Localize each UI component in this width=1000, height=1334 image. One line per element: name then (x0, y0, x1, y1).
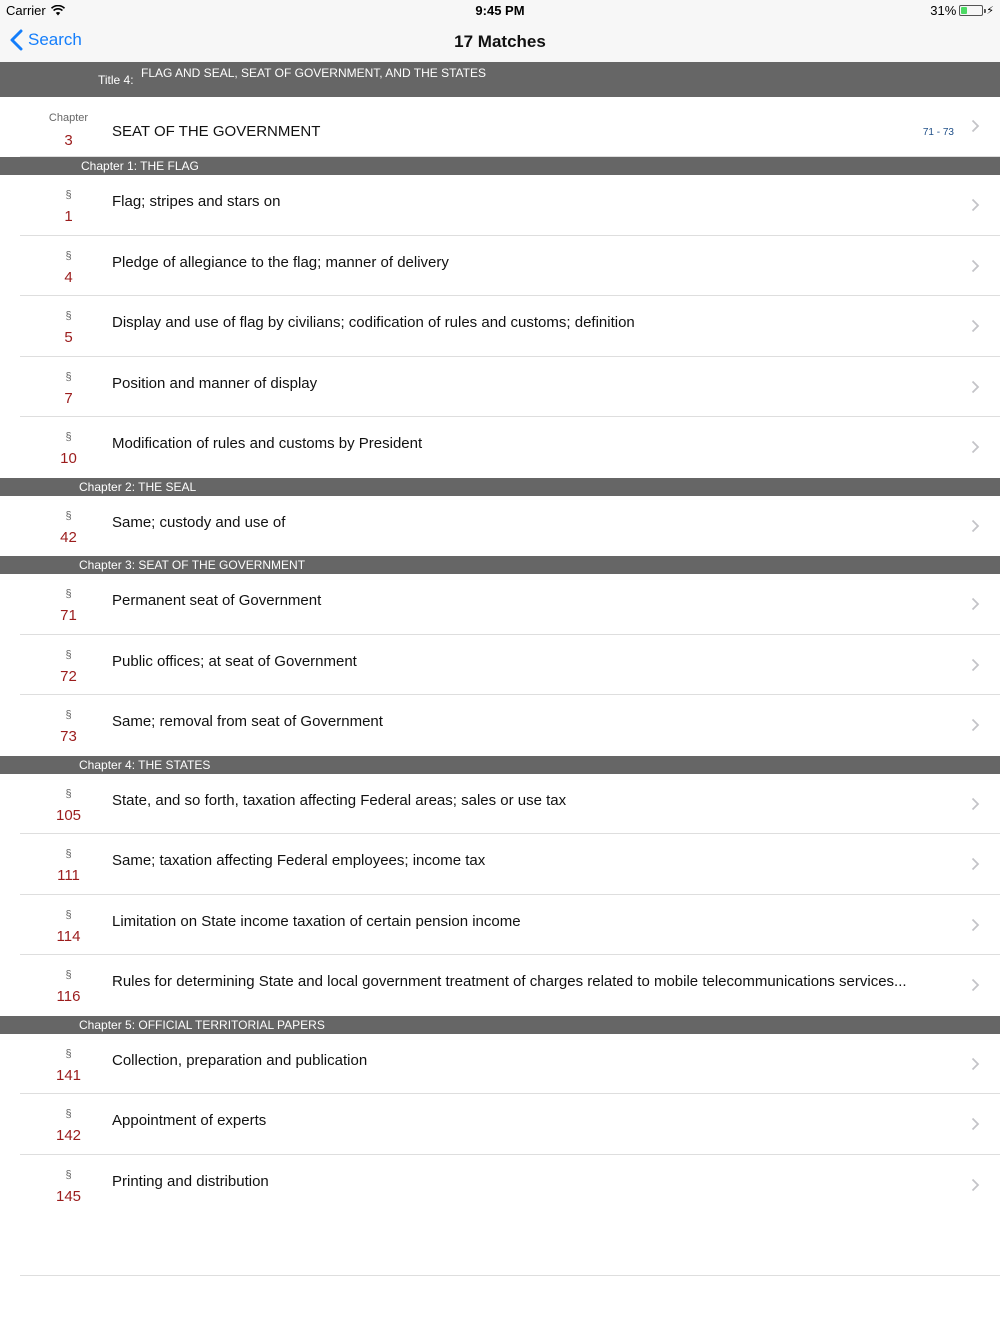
chapter-section-title: Chapter 4: THE STATES (79, 757, 211, 772)
section-row[interactable] (0, 1155, 1000, 1216)
chevron-right-icon (971, 718, 980, 732)
chapter-number: 3 (64, 132, 73, 149)
section-title: Same; removal from seat of Government (112, 713, 383, 730)
section-row[interactable] (0, 417, 1000, 478)
section-number: 1 (64, 208, 73, 225)
section-row[interactable] (0, 695, 1000, 756)
section-number: 7 (64, 389, 73, 407)
carrier-label: Carrier (6, 3, 46, 18)
section-title: Display and use of flag by civilians; codification of rules and customs; definition (112, 314, 635, 331)
section-symbol: § (65, 189, 72, 201)
results-list (0, 62, 1000, 1276)
chapter-title: SEAT OF THE GOVERNMENT (112, 123, 321, 140)
section-symbol: § (65, 709, 72, 721)
section-number: 145 (55, 1187, 82, 1205)
section-symbol: § (65, 249, 72, 262)
section-number: 4 (64, 268, 73, 286)
chapter-section-title: Chapter 3: SEAT OF THE GOVERNMENT (79, 558, 306, 572)
section-row[interactable] (0, 1034, 1000, 1095)
section-number: 72 (60, 667, 77, 685)
title-header (0, 62, 1000, 97)
section-title: Same; taxation affecting Federal employees; income tax (112, 852, 486, 869)
section-row[interactable] (0, 357, 1000, 418)
section-symbol: § (65, 588, 72, 600)
title-prefix: Title 4: (98, 73, 134, 87)
clock: 9:45 PM (475, 3, 525, 18)
section-symbol: § (65, 509, 72, 522)
section-symbol: § (65, 648, 72, 661)
section-title: Position and manner of display (112, 374, 318, 392)
chevron-right-icon (971, 519, 980, 533)
section-row[interactable] (0, 635, 1000, 696)
section-row[interactable] (0, 574, 1000, 635)
chevron-right-icon (971, 857, 980, 871)
section-title: Flag; stripes and stars on (112, 193, 281, 210)
section-symbol: § (65, 310, 72, 322)
status-bar (0, 0, 1000, 22)
chevron-right-icon (971, 597, 980, 611)
section-number: 116 (56, 988, 81, 1005)
section-title: Permanent seat of Government (112, 592, 322, 609)
chevron-right-icon (971, 1057, 980, 1071)
chevron-right-icon (971, 319, 980, 333)
section-title: Public offices; at seat of Government (112, 652, 357, 670)
chevron-right-icon (971, 259, 980, 273)
section-row[interactable] (0, 955, 1000, 1016)
section-title: Same; custody and use of (112, 513, 286, 531)
battery-icon (959, 5, 983, 16)
page-title: 17 Matches (454, 32, 546, 51)
section-symbol: § (65, 787, 72, 800)
section-row[interactable] (0, 834, 1000, 895)
section-title: Modification of rules and customs by President (112, 435, 423, 452)
chevron-right-icon (971, 440, 980, 454)
chapter-section-header (0, 1016, 1000, 1034)
battery-status (930, 3, 994, 18)
chevron-right-icon (971, 1117, 980, 1131)
battery-percent: 31% (930, 3, 957, 18)
section-number: 42 (60, 528, 77, 546)
chapter-section-header (0, 478, 1000, 496)
section-row[interactable] (0, 296, 1000, 357)
chapter-section-title: Chapter 5: OFFICIAL TERRITORIAL PAPERS (79, 1017, 325, 1032)
section-number: 105 (55, 806, 82, 824)
section-number: 111 (57, 867, 80, 884)
section-title: State, and so forth, taxation affecting Federal areas; sales or use tax (112, 791, 567, 809)
chevron-right-icon (971, 198, 980, 212)
section-symbol: § (65, 908, 72, 921)
chevron-right-icon (971, 918, 980, 932)
section-number: 10 (60, 450, 77, 467)
section-row[interactable] (0, 895, 1000, 956)
chapter-range: 71 - 73 (922, 127, 954, 138)
chapter-section-header (0, 556, 1000, 574)
chevron-right-icon (971, 380, 980, 394)
chevron-right-icon (971, 119, 980, 133)
chapter-section-title: Chapter 1: THE FLAG (81, 159, 199, 173)
section-symbol: § (65, 848, 72, 860)
chapter-section-header (0, 157, 1000, 175)
section-row[interactable] (0, 236, 1000, 297)
section-title: Printing and distribution (112, 1172, 269, 1190)
section-title: Collection, preparation and publication (112, 1051, 368, 1069)
section-number: 141 (55, 1066, 82, 1084)
list-empty-row (0, 1215, 1000, 1276)
section-row[interactable] (0, 175, 1000, 236)
section-number: 5 (64, 329, 73, 346)
section-title: Limitation on State income taxation of certain pension income (112, 912, 521, 930)
chapter-match-row[interactable] (0, 97, 1000, 157)
section-title: Appointment of experts (112, 1112, 267, 1129)
navigation-bar (0, 22, 1000, 62)
section-symbol: § (65, 1168, 72, 1181)
section-number: 142 (55, 1127, 82, 1144)
section-title: Rules for determining State and local government treatment of charges related to mobile telecommunications services... (112, 973, 907, 990)
section-number: 114 (56, 927, 81, 945)
section-symbol: § (65, 370, 72, 383)
chapter-label: Chapter (48, 112, 89, 124)
section-title: Pledge of allegiance to the flag; manner of delivery (112, 253, 449, 271)
chapter-section-header (0, 756, 1000, 774)
section-row[interactable] (0, 1094, 1000, 1155)
chapter-groups (0, 157, 1000, 1215)
chevron-right-icon (971, 797, 980, 811)
title-name: FLAG AND SEAL, SEAT OF GOVERNMENT, AND THE STATES (141, 66, 486, 80)
back-button-label: Search (28, 30, 82, 49)
chevron-right-icon (971, 1178, 980, 1192)
section-symbol: § (65, 1108, 72, 1120)
section-number: 71 (60, 607, 77, 624)
chapter-section-title: Chapter 2: THE SEAL (79, 479, 197, 494)
chevron-right-icon (971, 658, 980, 672)
charging-bolt-icon: ⚡ (986, 5, 994, 17)
section-row[interactable] (0, 774, 1000, 835)
battery-fill (961, 7, 967, 14)
section-symbol: § (65, 969, 72, 981)
section-row[interactable] (0, 496, 1000, 557)
section-symbol: § (65, 431, 72, 443)
section-number: 73 (60, 728, 77, 745)
chevron-right-icon (971, 978, 980, 992)
section-symbol: § (65, 1047, 72, 1060)
